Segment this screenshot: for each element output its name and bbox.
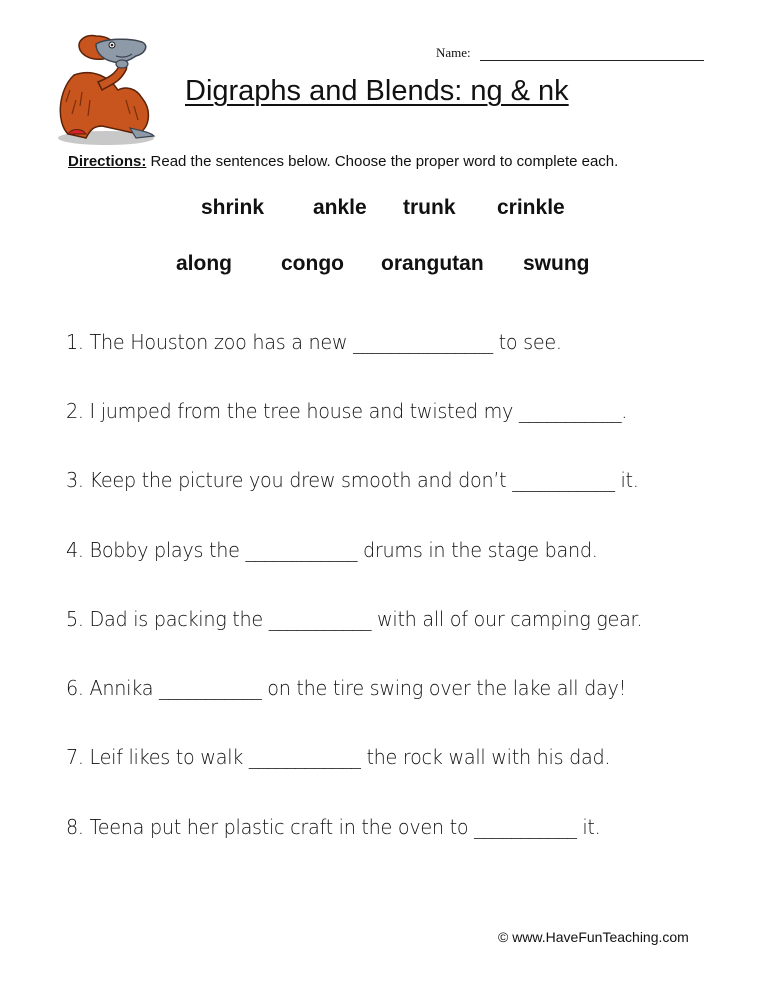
copyright-footer: © www.HaveFunTeaching.com (498, 929, 689, 945)
orangutan-mascot-image (46, 30, 164, 148)
worksheet-title: Digraphs and Blends: ng & nk (185, 75, 569, 107)
question-5: 5. Dad is packing the ___________ with all of our camping gear. (66, 607, 643, 631)
question-7: 7. Leif likes to walk ____________ the rock wall with his dad. (66, 745, 611, 769)
question-1: 1. The Houston zoo has a new _______________ to see. (66, 330, 562, 354)
word-bank-item: orangutan (381, 252, 484, 275)
word-bank-item: swung (523, 252, 590, 275)
directions (68, 153, 618, 170)
question-4: 4. Bobby plays the ____________ drums in the stage band. (66, 538, 598, 562)
word-bank-item: trunk (403, 196, 456, 219)
word-bank-item: shrink (201, 196, 265, 219)
word-bank-item: crinkle (497, 196, 565, 219)
name-label: Name: (436, 45, 471, 60)
word-bank-item: along (176, 252, 232, 275)
question-2: 2. I jumped from the tree house and twisted my ___________. (66, 399, 628, 423)
question-3: 3. Keep the picture you drew smooth and don’t ___________ it. (66, 468, 639, 492)
word-bank-item: congo (281, 252, 344, 275)
directions-label: Directions: (68, 153, 147, 170)
name-line (480, 60, 704, 61)
word-bank-item: ankle (313, 196, 367, 219)
question-8: 8. Teena put her plastic craft in the oven to ___________ it. (66, 815, 601, 839)
directions-text: Read the sentences below. Choose the proper word to complete each. (150, 153, 619, 170)
question-6: 6. Annika ___________ on the tire swing over the lake all day! (66, 676, 626, 700)
